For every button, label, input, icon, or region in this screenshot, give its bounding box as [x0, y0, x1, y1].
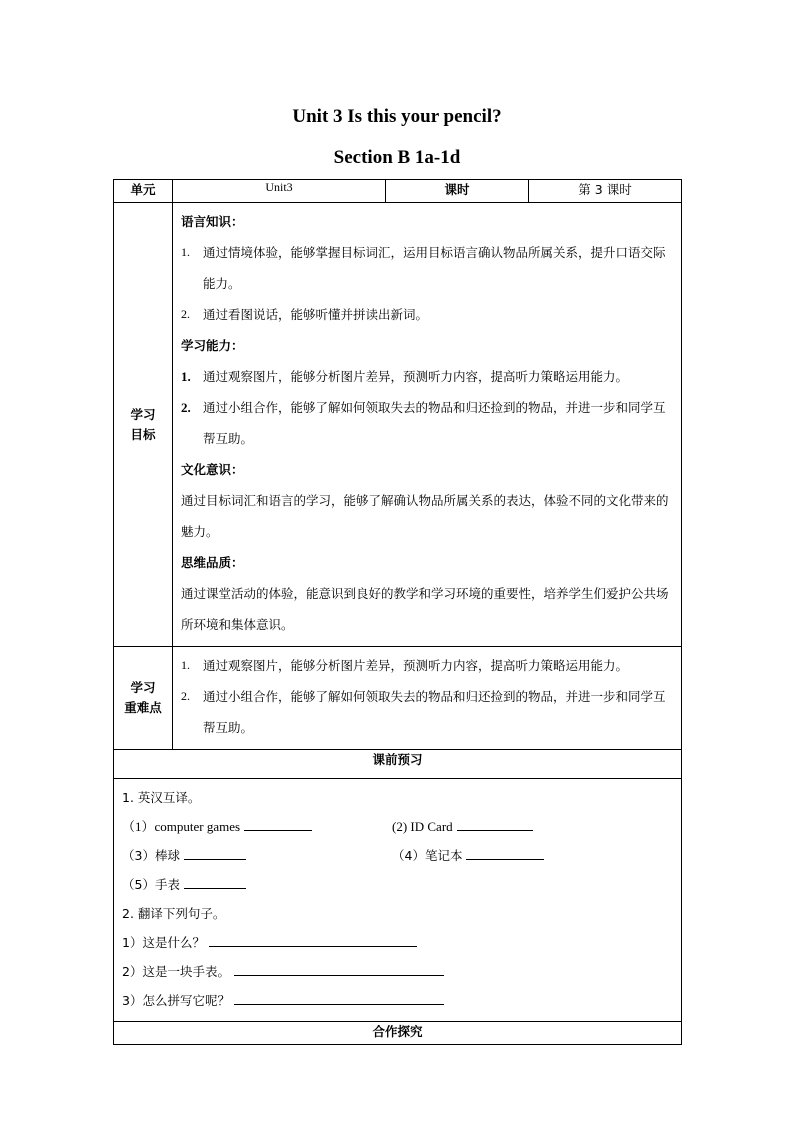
unit-value: Unit3: [173, 180, 386, 203]
answer-blank[interactable]: [234, 990, 444, 1005]
objectives-label: [114, 203, 173, 647]
item-number: 2.: [181, 307, 190, 321]
thinking-text: 通过课堂活动的体验，能意识到良好的教学和学习环境的重要性，培养学生们爱护公共场所环境和集体意识。: [181, 586, 669, 632]
ability-heading: 学习能力：: [181, 338, 244, 353]
objectives-content: [173, 203, 682, 647]
answer-blank[interactable]: [184, 874, 246, 889]
preview-content: [114, 779, 682, 1022]
answer-blank[interactable]: [457, 816, 533, 831]
item-text: 通过小组合作，能够了解如何领取失去的物品和归还捡到的物品，并进一步和同学互帮互助。: [203, 689, 666, 735]
objectives-label-line2: 目标: [130, 426, 156, 442]
answer-blank[interactable]: [234, 961, 444, 976]
item-number: 2.: [181, 400, 191, 415]
sentence-item: 2）这是一块手表。: [122, 957, 673, 986]
item-text: 通过小组合作，能够了解如何领取失去的物品和归还捡到的物品，并进一步和同学互帮互助。: [203, 400, 666, 446]
item-number: 2.: [181, 689, 190, 703]
keypoints-label-line2: 重难点: [124, 700, 162, 715]
objectives-row: [114, 203, 682, 647]
unit-label: 单元: [114, 180, 173, 203]
exercise-item: （4）笔记本: [392, 848, 463, 863]
document-subtitle: Section B 1a-1d: [333, 147, 461, 168]
lesson-label: 课时: [386, 180, 529, 203]
exercise-item: (2) ID Card: [392, 819, 453, 834]
keypoints-row: [114, 647, 682, 750]
exercise-item: （1）computer games: [122, 819, 241, 834]
item-text: 通过观察图片，能够分析图片差异，预测听力内容，提高听力策略运用能力。: [203, 658, 629, 673]
exercise-item: （3）棒球: [122, 848, 180, 863]
thinking-heading: 思维品质：: [181, 555, 244, 570]
language-heading: 语言知识：: [181, 214, 244, 229]
question-1: 1. 英汉互译。: [122, 790, 201, 805]
keypoint-item: [181, 681, 675, 743]
keypoints-content: [173, 647, 682, 750]
item-text: 通过观察图片，能够分析图片差异，预测听力内容，提高听力策略运用能力。: [203, 369, 629, 384]
cooperation-heading: 合作探究: [114, 1022, 682, 1045]
exercise-row: [122, 841, 673, 870]
language-item: [181, 237, 675, 299]
keypoint-item: [181, 650, 675, 681]
question-2: 2. 翻译下列句子。: [122, 906, 226, 921]
answer-blank[interactable]: [184, 845, 246, 860]
item-number: 1.: [181, 658, 190, 672]
culture-text: 通过目标词汇和语言的学习，能够了解确认物品所属关系的表达，体验不同的文化带来的魅力。: [181, 493, 669, 539]
answer-blank[interactable]: [209, 932, 417, 947]
exercise-row: [122, 870, 673, 899]
objectives-label-line1: 学习: [130, 406, 156, 422]
preview-heading-row: [114, 750, 682, 779]
sentence-item: 1）这是什么？: [122, 928, 673, 957]
answer-blank[interactable]: [466, 845, 544, 860]
language-item: [181, 299, 675, 330]
ability-item: [181, 361, 675, 392]
document-title: Unit 3 Is this your pencil?: [292, 106, 502, 127]
ability-item: [181, 392, 675, 454]
exercise-item: （5）手表: [122, 877, 180, 892]
header-row: [114, 180, 682, 203]
answer-blank[interactable]: [244, 816, 312, 831]
lesson-plan-table: [113, 179, 682, 1045]
keypoints-label: [114, 647, 173, 750]
item-number: 1.: [181, 245, 190, 259]
exercise-row: [122, 812, 673, 841]
lesson-value: 第 3 课时: [529, 180, 682, 203]
preview-heading: 课前预习: [114, 750, 682, 779]
item-text: 通过看图说话，能够听懂并拼读出新词。: [203, 307, 429, 322]
preview-row: [114, 779, 682, 1022]
cooperation-heading-row: [114, 1022, 682, 1045]
culture-heading: 文化意识：: [181, 462, 244, 477]
item-text: 通过情境体验，能够掌握目标词汇，运用目标语言确认物品所属关系，提升口语交际能力。: [203, 245, 666, 291]
sentence-item: 3）怎么拼写它呢？: [122, 986, 673, 1015]
item-number: 1.: [181, 369, 191, 384]
keypoints-label-line1: 学习: [130, 680, 156, 695]
